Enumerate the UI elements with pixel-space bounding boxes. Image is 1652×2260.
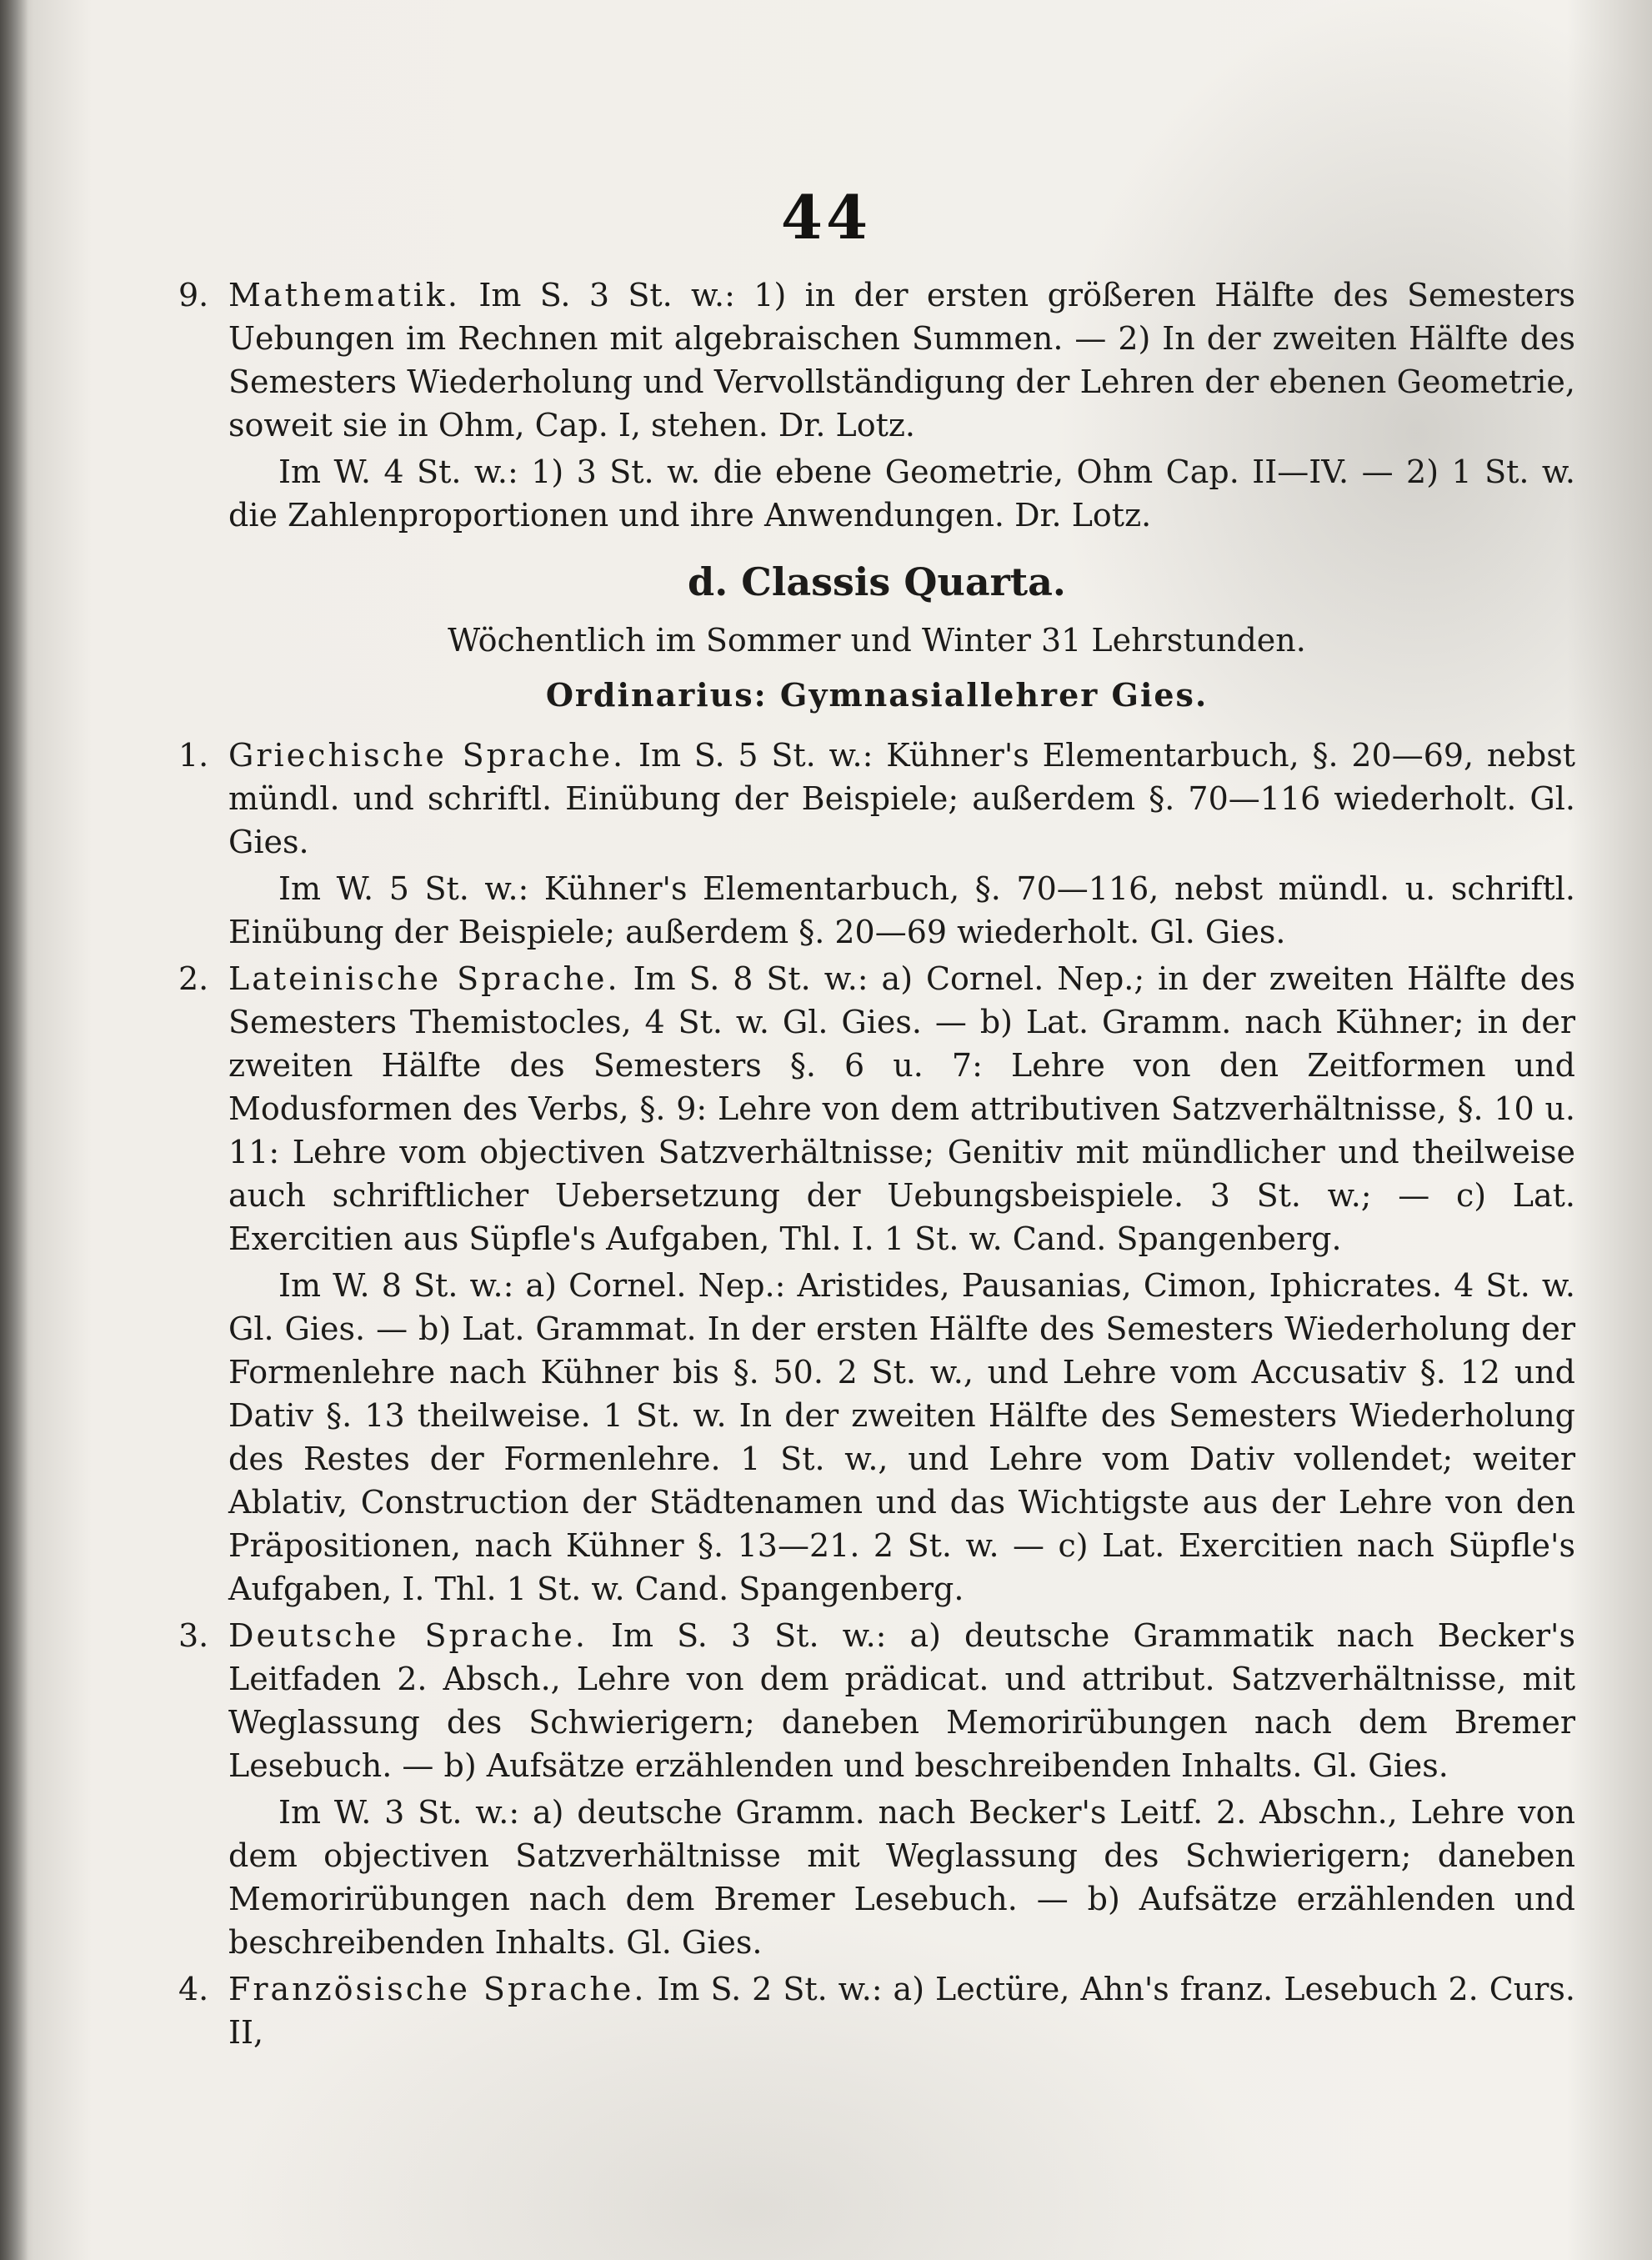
summer-text: Im S. 3 St. w.: 1) in der ersten größeren Hälfte des Semesters Uebungen im Rechnen mit algebraischen Summen. — 2) In der zweiten Hälfte des Semesters Wiederholung und Vervollständigung der Lehren der ebenen Geometrie, soweit sie in Ohm, Cap. I, stehen. Dr. Lotz.	[228, 277, 1575, 443]
subject-french	[178, 1967, 1575, 2054]
subject-mathematics	[178, 273, 1575, 447]
subject-heading: Mathematik.	[228, 277, 461, 313]
item-number: 3.	[178, 1617, 209, 1654]
item-number: 4.	[178, 1971, 209, 2007]
item-number: 9.	[178, 277, 209, 313]
subject-greek	[178, 734, 1575, 864]
ordinarius: Ordinarius: Gymnasiallehrer Gies.	[545, 676, 1209, 714]
subject-heading: Griechische Sprache.	[228, 737, 626, 774]
summer-text: Im S. 8 St. w.: a) Cornel. Nep.; in der zweiten Hälfte des Semesters Themistocles, 4 St. w. Gl. Gies. — b) Lat. Gramm. nach Kühner; in der zweiten Hälfte des Semesters §. 6 u. 7: Lehre von den Zeitformen und Modusformen des Verbs, §. 9: Lehre von dem attributiven Satzverhältnisse, §. 10 u. 11: Lehre vom objectiven Satzverhältnisse; Genitiv mit mündlicher und theilweise auch schriftlicher Uebersetzung der Uebungsbeispiele. 3 St. w.; — c) Lat. Exercitien aus Süpfle's Aufgaben, Thl. I. 1 St. w. Cand. Spangenberg.	[228, 960, 1575, 1257]
subject-heading: Lateinische Sprache.	[228, 960, 620, 997]
binding-shadow	[0, 0, 28, 2260]
subject-heading: Deutsche Sprache.	[228, 1617, 588, 1654]
winter-text: Im W. 4 St. w.: 1) 3 St. w. die ebene Geometrie, Ohm Cap. II—IV. — 2) 1 St. w. die Zahlenproportionen und ihre Anwendungen. Dr. Lotz.	[228, 454, 1575, 534]
section-title: d. Classis Quarta.	[688, 559, 1066, 604]
item-number: 2.	[178, 960, 209, 997]
item-number: 1.	[178, 737, 209, 774]
winter-text: Im W. 3 St. w.: a) deutsche Gramm. nach Becker's Leitf. 2. Abschn., Lehre von dem objectiven Satzverhältnisse mit Weglassung des Schwierigern; daneben Memorirübungen nach dem Bremer Lesebuch. — b) Aufsätze erzählenden und beschreibenden Inhalts. Gl. Gies.	[228, 1794, 1575, 1961]
weekly-hours: Wöchentlich im Sommer und Winter 31 Lehrstunden.	[448, 622, 1306, 659]
summer-text: Im S. 2 St. w.: a) Lectüre, Ahn's franz. Lesebuch 2. Curs. II,	[228, 1971, 1575, 2051]
winter-text: Im W. 8 St. w.: a) Cornel. Nep.: Aristides, Pausanias, Cimon, Iphicrates. 4 St. w. Gl. Gies. — b) Lat. Grammat. In der ersten Hälfte des Semesters Wiederholung der Formenlehre nach Kühner bis §. 50. 2 St. w., und Lehre vom Accusativ §. 12 und Dativ §. 13 theilweise. 1 St. w. In der zweiten Hälfte des Semesters Wiederholung des Restes der Formenlehre. 1 St. w., und Lehre vom Dativ vollendet; weiter Ablativ, Construction der Städtenamen und das Wichtigste aus der Lehre von den Präpositionen, nach Kühner §. 13—21. 2 St. w. — c) Lat. Exercitien nach Süpfle's Aufgaben, I. Thl. 1 St. w. Cand. Spangenberg.	[228, 1267, 1575, 1607]
summer-text: Im S. 5 St. w.: Kühner's Elementarbuch, §. 20—69, nebst mündl. und schriftl. Einübung der Beispiele; außerdem §. 70—116 wiederholt. Gl. Gies.	[228, 737, 1575, 860]
winter-text: Im W. 5 St. w.: Kühner's Elementarbuch, §. 70—116, nebst mündl. u. schriftl. Einübung der Beispiele; außerdem §. 20—69 wiederholt. Gl. Gies.	[228, 870, 1575, 950]
subject-german	[178, 1614, 1575, 1787]
summer-text: Im S. 3 St. w.: a) deutsche Grammatik nach Becker's Leitfaden 2. Absch., Lehre von dem prädicat. und attribut. Satzverhältnisse, mit Weglassung des Schwierigern; daneben Memorirübungen nach dem Bremer Lesebuch. — b) Aufsätze erzählenden und beschreibenden Inhalts. Gl. Gies.	[228, 1617, 1575, 1784]
page-number: 44	[780, 182, 872, 253]
page-body	[178, 273, 1575, 2057]
subject-latin	[178, 957, 1575, 1260]
subject-heading: Französische Sprache.	[228, 1971, 647, 2007]
